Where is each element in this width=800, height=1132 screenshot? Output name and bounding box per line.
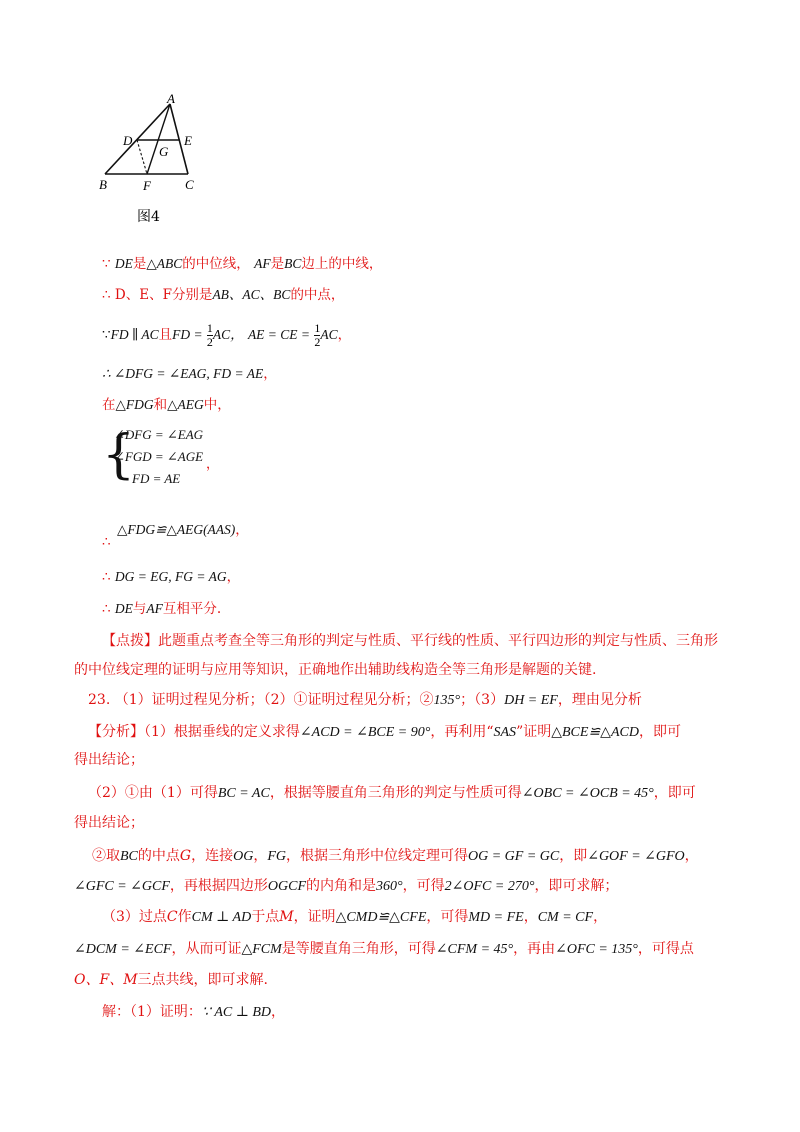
text: 作 [177, 909, 192, 925]
text: （3）过点 [102, 909, 167, 925]
math: BC [120, 849, 138, 864]
math: ∠DCM = ∠ECF [74, 942, 172, 957]
text: ②取 [92, 848, 120, 864]
text: ，证明 [293, 909, 336, 925]
math: CM ⊥ AD [191, 910, 252, 925]
text: 的中位线， [182, 256, 250, 272]
math-ac: AC， [212, 327, 244, 342]
proof-line-7 [102, 567, 240, 587]
therefore-symbol: ∴ [102, 601, 111, 617]
math: OG = GF = GC [467, 849, 560, 864]
text: ，连接 [191, 848, 234, 864]
because-symbol: ∵ [102, 256, 111, 272]
brace-row-1: ∠DFG = ∠EAG [114, 427, 204, 442]
label-e: E [184, 133, 192, 148]
text: ，再根据四边形 [169, 878, 268, 894]
denominator: 2 [206, 335, 213, 349]
math: OG [233, 849, 254, 864]
question-number: 23. [88, 692, 111, 708]
text: 且 [158, 327, 173, 343]
text: ，即可 [653, 785, 696, 801]
proof-line-1 [102, 254, 382, 274]
math: CM = CF [537, 910, 594, 925]
tip-text: 的中位线定理的证明与应用等知识，正确地作出辅助线构造全等三角形是解题的关键. [74, 662, 597, 678]
math-af: AF [146, 601, 163, 616]
analysis-line-3 [92, 846, 699, 867]
text: 互相平分. [162, 601, 222, 617]
analysis-line-1 [88, 722, 681, 743]
analysis-line-2b: 得出结论； [74, 815, 144, 831]
proof-line-8 [102, 599, 221, 619]
math-bc: BC [284, 256, 302, 271]
text: 是 [270, 256, 285, 272]
math-angle-equal: ∴ ∠DFG = ∠EAG, FD = AE [102, 366, 264, 381]
proof-line-3 [102, 322, 351, 349]
analysis-line-5 [102, 907, 607, 928]
math: △CMD≌△CFE [335, 910, 427, 925]
text: 的中点 [137, 848, 180, 864]
text: ，可得 [402, 878, 445, 894]
condition-brace-block [102, 424, 222, 490]
label-d: D [123, 133, 133, 148]
therefore-symbol: ∴ [102, 569, 111, 585]
proof-line-5 [102, 395, 231, 415]
text: 边上的中线， [301, 256, 383, 272]
math-congruent: △FDG≌△AEG(AAS) [117, 522, 236, 537]
math: C [166, 909, 178, 925]
math-de: DE [114, 601, 133, 616]
text: ， [684, 848, 699, 864]
math: ∠OFC = 135° [555, 942, 638, 957]
math-ab-ac-bc: AB、AC、BC [212, 287, 291, 302]
math: 2∠OFC = 270° [444, 879, 535, 894]
text: ，根据等腰直角三角形的判定与性质可得 [269, 785, 522, 801]
text: ；（3） [460, 692, 505, 708]
numerator: 1 [314, 321, 321, 335]
math: △FCM [241, 942, 282, 957]
text: 于点 [251, 909, 280, 925]
left-brace: { [102, 425, 136, 485]
math-ac: AC [320, 327, 338, 342]
triangle-figure [95, 92, 220, 202]
text: ”证明 [516, 724, 552, 740]
analysis-line-1b: 得出结论； [74, 752, 144, 768]
label-f: F [143, 178, 151, 193]
text: 的中点， [290, 287, 345, 303]
tip-label: 【点拨】 [102, 633, 158, 649]
math: OGCF [267, 879, 307, 894]
text: ， [253, 848, 268, 864]
math: ∠GOF = ∠GFO [587, 849, 685, 864]
math: △BCE≌△ACD [551, 725, 639, 740]
math: ∠OBC = ∠OCB = 45° [521, 786, 654, 801]
denominator: 2 [314, 335, 321, 349]
therefore-symbol: ∴ [102, 534, 111, 550]
text: 是等腰直角三角形，可得 [281, 941, 436, 957]
math-abc: △ABC [146, 256, 183, 271]
text: ，从而可证 [171, 941, 242, 957]
text: ，即可求解； [534, 878, 619, 894]
analysis-line-2 [88, 783, 696, 804]
math-dg-eg: DG = EG, FG = AG [114, 569, 227, 584]
text: ， [593, 909, 608, 925]
figure-caption: 图4 [137, 209, 160, 225]
text: ，可得 [426, 909, 469, 925]
text: ， [226, 569, 241, 585]
label-c: C [185, 177, 194, 192]
label-b: B [99, 177, 107, 192]
text: ，再由 [513, 941, 556, 957]
math: BC = AC [217, 786, 270, 801]
math: 360° [376, 879, 403, 894]
math-ae-ce: AE = CE = [247, 327, 311, 342]
math: SAS [493, 725, 517, 740]
text: ，再利用“ [430, 724, 494, 740]
math: ∠CFM = 45° [435, 942, 514, 957]
segment-df-dashed [137, 140, 147, 174]
math-fd-eq: FD = [172, 327, 203, 342]
label-g: G [159, 144, 169, 159]
text: （1）根据垂线的定义求得 [144, 724, 300, 740]
math-dh-ef: DH = EF [504, 693, 558, 708]
proof-line-2 [102, 285, 344, 305]
segment-af [147, 104, 170, 174]
math-de: DE [114, 256, 133, 271]
math-135: 135° [433, 693, 461, 708]
text: ，即 [559, 848, 588, 864]
text: ，即可 [638, 724, 681, 740]
math: ∠ACD = ∠BCE = 90° [299, 725, 431, 740]
text: 分别是 [171, 287, 213, 303]
math: O、F、M [74, 972, 138, 988]
q23-answer [88, 690, 642, 711]
analysis-label: 【分析】 [88, 724, 144, 740]
solution-line-1 [102, 1002, 285, 1023]
numerator: 1 [206, 321, 213, 335]
text: ，理由见分析 [557, 692, 642, 708]
text: ， [235, 522, 249, 538]
math-aeg: △AEG [167, 397, 204, 412]
analysis-line-7 [74, 970, 268, 990]
text: 解：（1）证明： [102, 1004, 202, 1020]
math-fdg: △FDG [115, 397, 154, 412]
text: （2）①由（1）可得 [88, 785, 218, 801]
math: G [179, 848, 192, 864]
because-symbol: ∵ [102, 327, 111, 343]
text: D、E、F [114, 287, 172, 303]
tip-paragraph-line-2 [74, 659, 754, 681]
math: M [279, 909, 294, 925]
math: ∠GFC = ∠GCF [74, 879, 170, 894]
text: ， [263, 366, 277, 382]
analysis-line-4 [74, 876, 618, 897]
text: （1）证明过程见分析；（2）①证明过程见分析；② [114, 692, 434, 708]
therefore-symbol: ∴ [102, 287, 111, 303]
analysis-line-6 [74, 939, 694, 960]
proof-line-4 [102, 364, 277, 384]
brace-row-3: FD = AE [132, 471, 181, 486]
math: ∵ AC ⊥ BD [201, 1005, 272, 1020]
text: 中， [203, 397, 231, 413]
text: 和 [153, 397, 168, 413]
text: 三点共线，即可求解. [137, 972, 268, 988]
math-fd-parallel-ac: FD ∥ AC [110, 327, 159, 342]
text: 在 [102, 397, 116, 413]
math: FG [267, 849, 286, 864]
text: ， [271, 1004, 286, 1020]
tip-paragraph-line-1 [102, 630, 742, 652]
segment-ab [105, 104, 170, 174]
text: ， [206, 457, 220, 472]
text: 的内角和是 [306, 878, 377, 894]
text: ， [337, 327, 352, 343]
math: MD = FE [468, 910, 524, 925]
proof-line-6 [117, 520, 249, 540]
math-af: AF [254, 256, 271, 271]
text: ， [523, 909, 538, 925]
text: 是 [132, 256, 147, 272]
text: 与 [132, 601, 147, 617]
tip-text: 此题重点考查全等三角形的判定与性质、平行线的性质、平行四边形的判定与性质、三角形 [158, 633, 718, 649]
text: ，可得点 [637, 941, 694, 957]
label-a: A [167, 92, 175, 106]
brace-row-2: ∠FGD = ∠AGE [114, 449, 204, 464]
text: ，根据三角形中位线定理可得 [285, 848, 468, 864]
